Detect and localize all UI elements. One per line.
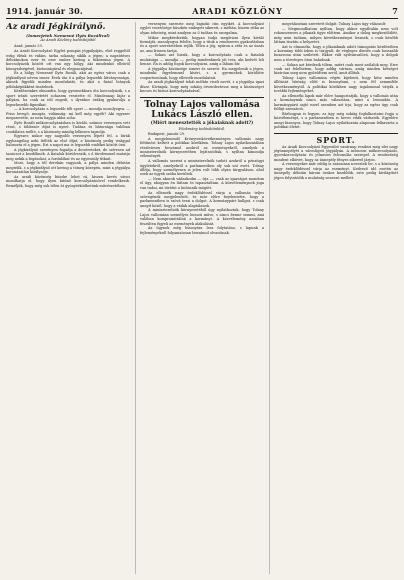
paragraph: Az Aradi Korcsolyázó Egyesület vasárnap rendezi meg idei nagy jégünnepélyét a városligeti jégpályán. A műsoron műkorcsolyázás, gyorskorcsolyázás és jelmezes felvonulás szerepel. A rendezőség mindent elkövet, hogy az ünnepély fényes sikerrel járjon.: [274, 144, 398, 162]
paragraph: — Sokan azt hiszik, hogy a korcsolyázás csak a fiatalok mulatsága — mondja —, pedig mindenkinek jót tesz, aki kedvét leli benne. Én is addig fogok korcsolyázni, amíg a lábam bír.: [140, 53, 264, 67]
paragraph: Kérdéseinkre elmondta, hogy gyermekkora óta korcsolyázik, s a sport iránti szeretetét sohasem vesztette el. Mindennap kijár a pályára, ha csak az idő engedi, s ilyenkor órákig gyakorolja a legnehezebb figurákat.: [6, 89, 130, 107]
paragraph: A versenyekre már eddig is számosan neveztek be, s a közönség nagy érdeklődéssel várja az eseményt. Kedvező idő esetén az ünnepély délután három órakor kezdődik, este pedig kivilágított jégen folytatódik a mulatság zeneszó mellett.: [274, 162, 398, 180]
paragraph: Tolnay Lajos vallomása végén kijelenti, hogy kész minden állítását bíróság előtt is bizonyítani, s nem fél semmiféle következménytől. A politikai körökben nagy izgalommal várják a további fejleményeket.: [274, 76, 398, 94]
article-subheadline: (Ismerjetek Nemesné Ilyés Rozálival): [26, 33, 110, 38]
issue-date: 1914. január 30.: [6, 6, 83, 16]
tolnay-article-body: [140, 132, 264, 235]
tolnay-subheadline: (Miért menesztették a jókaiaknak adott?): [150, 120, 254, 126]
column-left: [6, 22, 130, 574]
paragraph: Ilyés Rozáli műkorcsolyázásban is kiváló, számos versenyen vett részt, s többször díjat is nyert. Tudása és bátorsága valóban csodálatra méltó, s a közönség mindig lelkesen tapsolja.: [6, 120, 130, 134]
paragraph: Az aradi jégkirálynő tehát méltán viseli nevét, s a jégpálya igazi dísze. Kívánjuk, hogy még sokáig örvendeztesse meg a közönséget kecses és biztos korcsolyázásával.: [140, 80, 264, 94]
paragraph: Ez a hölgy Nemesné Ilyés Rozáli, akit az egész város csak a jégkirálynő néven ismer. Évek óta ő a pálya legszebb látványossága, akinek figyelik minden mozdulatát, és akit a fiatal leányok példaképükként tisztelnek.: [6, 71, 130, 89]
paragraph: Egyszer, mikor egy nagyobb versenyen lépett fel, a bírák egyhangúlag neki ítélték az első díjat, a közönség pedig virággal halmozta el a jégen. Ezt a napot ma is legszebb emlékei között őrzi.: [6, 134, 130, 148]
article-body-continued: [140, 22, 264, 94]
paragraph: — Sokan azt kérdezik tőlem, miért csak most szólalok meg. Erre csak azt felelhetem, hogy addig vártam, amíg minden kétséget kizáróan meg nem győződtem arról, amit állítok.: [274, 62, 398, 76]
paragraph: A vallomás szerint a miniszterelnök tudott azokról a pénzügyi ügyletekről, amelyekről a parlamentben oly sok szó esett. Tolnay állítja, hogy személyesen is jelen volt több olyan tárgyaláson, ahol ezek az ügyek szóba kerültek.: [140, 159, 264, 177]
page-number: 7: [392, 6, 398, 16]
page-header: [6, 4, 398, 19]
paragraph: — Nem akarok vádaskodni — írja —, csak az igazságot mondom el úgy, ahogyan én láttam és tapasztaltam. A közvéleménynek joga van tudni, mi történt a kulisszák mögött.: [140, 177, 264, 190]
paragraph: Azt is elmondta, hogy a jókaiaknak adott támogatás kérdésében a kormány több ízben is tárgyalt, de végleges döntés csak hosszabb huzavona után született. Ekkor vált nyilvánvalóvá, hogy a dolgok nem a törvényes úton haladnak.: [274, 44, 398, 62]
sport-section-title: SPORT.: [274, 133, 398, 145]
column-middle: [135, 22, 264, 574]
article-headline: Az aradi Jégkirálynő.: [6, 22, 106, 32]
tolnay-headline: Tolnay Lajos vallomása Lukács László ellen.: [140, 97, 264, 120]
paragraph: Az ellenzéki lapok már előre hangoztatják, hogy a vallomás után a kormánynak nincs más választása, mint a lemondás. A kormánypárti sajtó ezzel szemben azt írja, hogy az egész ügy csak felfújt szenzáció.: [274, 93, 398, 112]
sport-article-body: [274, 145, 398, 181]
paragraph: versenyen szerezte meg bajnoki cím egyikét. A korcsolyázó egylet vezetősége büszkén emlegeti sikereit, s méltán, hiszen ritka az olyan tehetség, mint amilyen az ő tudása és szorgalma.: [140, 22, 264, 35]
paragraph: Az Aradi Korcsolyázó Egylet pompás jégpályáján, első reggeltől estig élénk és vidám, tarka sokaság siklik a jégen; a napsütéses délutánokon ezer és ezer ember kering a tükörsima jégen. A korcsolyázók között ott van egy hölgy, aki mindenkit elbűvöl könnyedségével, biztonságával és eleganciájával.: [6, 49, 130, 71]
paragraph: A jégpálya közönsége ismeri és szereti. Ha megjelenik a jégen, mindenki figyelemmel kíséri, s a gyermekek körülötte csoportosulnak, hogy ellessék mozdulatait.: [140, 66, 264, 80]
article-columns: [6, 22, 398, 574]
paragraph: Bárhogyan is legyen, az ügy még sokáig foglalkoztatni fogja a közvéleményt, s a parlamentben is heves viták várhatók. Egyelőre annyi bizonyos, hogy Tolnay Lajos nyilatkozata alaposan felkavarta a politikai életet.: [274, 111, 398, 130]
paragraph: megválasztani szeretett dolgát. Tolnay Lajos ügy válaszolt:: [282, 22, 387, 26]
tolnay-byline: Főokmány tudósítóinktól.: [178, 126, 226, 131]
paragraph: A jégkirálynő szerényen fogadja a dicséreteket, de szívesen ad tanácsot a kezdőknek. A fiatalok körülveszik, s ő türelemmel mutatja meg nekik a fogásokat, a fordulókat és az egyensúly titkait.: [6, 147, 130, 161]
paragraph: Az ügynek még bizonyára lesz folytatása, s lapunk a fejleményekről folyamatosan beszámol olvasóinak.: [140, 226, 264, 235]
paragraph: A megjelenendő Krónyvenkövetkezményes vallomás nagy feltűnést keltett a politikai körökben. Tolnay Lajos nyilatkozatában részletesen beszámol azokról az eseményekről, amelyek a miniszterelnök környezetében lejátszódtak, s nyíltan kimondja véleményét.: [140, 136, 264, 159]
paragraph: Mikor megkérdeztük, hogyan tudja megőrizni ilyen kiváló formáját, mosolyogva felelte, hogy a titok a rendszeres gyakorlásban és a sport szeretetében rejlik. Télen a jég, nyáron a séta és az úszás az, ami frissen tartja.: [140, 35, 264, 53]
column-right: [269, 22, 398, 574]
paragraph: Budapest, január 29.: [148, 132, 186, 137]
paragraph: Most, hogy a tél derekán vagyunk, a pálya minden délután megtelik, s a jégkirálynő ott kering a tömeg közepén, mint a jégpálya koronázatlan királynője.: [6, 161, 130, 175]
tolnay-article-continued: [274, 22, 398, 130]
article-body: [6, 44, 130, 188]
newspaper-title: ARADI KÖZLÖNY: [192, 6, 283, 16]
paragraph: Az aradi közönség büszke lehet rá, hiszen kevés város mondhatja el, hogy ilyen kitűnő korcsolyázónővel rendelkezik. Reméljük, hogy még sok télen át gyönyörködhetünk művészetében.: [6, 174, 130, 188]
paragraph: A miniszterelnök környezetéből úgy nyilatkoztak, hogy Tolnay Lajos vallomása személyes bosszú műve, s nincs benne semmi, ami valóban kompromittálná a kormányt. A közvélemény azonban feszülten figyeli az események alakulását.: [140, 208, 264, 226]
paragraph: Arad, január 29.: [14, 44, 43, 49]
paragraph: — A korcsolyázás a legszebb téli sport — mondja mosolyogva. — Friss levegő, mozgás, vidámság: mi kell még egyéb? Aki egyszer megszerette, az nem hagyja abba soha.: [6, 107, 130, 121]
paragraph: Az ellenzék nagy érdeklődéssel várja a vallomás teljes szövegének megjelenését, és már előre bejelentette, hogy a parlamentben is szóvá teszi a dolgot. A kormánypárt hallgat, s csak annyit közöl, hogy a vádak alaptalanok.: [140, 190, 264, 208]
paragraph: — Megmondhatom nyíltan, hogy akkor egyáltalán nem volt rokonszenves a jókaiak ügye előttem. Amikor a dolog megkezdődött, még nem tudtam, milyen következményei lesznek, s csak később láttam tisztán a helyzetet.: [274, 26, 398, 44]
newspaper-page: [6, 4, 398, 576]
article-byline: Az Aradi Közlöny tudósítójától: [40, 38, 96, 42]
